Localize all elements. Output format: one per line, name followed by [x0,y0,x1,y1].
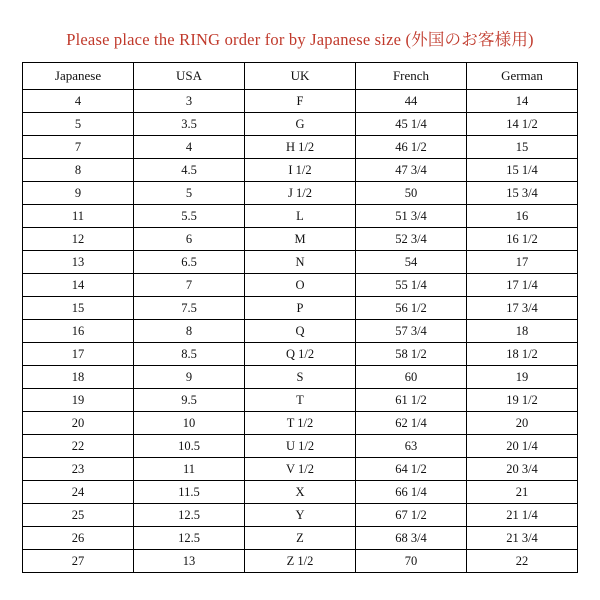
table-row [23,228,578,251]
cell-german: 18 [467,320,578,343]
cell-french: 56 1/2 [356,297,467,320]
table-row [23,159,578,182]
cell-german: 17 1/4 [467,274,578,297]
cell-uk: T [245,389,356,412]
table-row [23,136,578,159]
table-row [23,504,578,527]
cell-french: 46 1/2 [356,136,467,159]
cell-usa: 4.5 [134,159,245,182]
cell-german: 16 1/2 [467,228,578,251]
cell-japanese: 5 [23,113,134,136]
table-row [23,274,578,297]
ring-size-table [22,62,578,573]
cell-japanese: 12 [23,228,134,251]
cell-japanese: 26 [23,527,134,550]
cell-japanese: 16 [23,320,134,343]
cell-japanese: 13 [23,251,134,274]
cell-german: 15 [467,136,578,159]
column-header-french: French [356,63,467,90]
cell-uk: Z [245,527,356,550]
cell-german: 18 1/2 [467,343,578,366]
table-row [23,435,578,458]
cell-uk: O [245,274,356,297]
cell-uk: Z 1/2 [245,550,356,573]
table-row [23,527,578,550]
cell-usa: 7 [134,274,245,297]
cell-german: 20 [467,412,578,435]
table-row [23,458,578,481]
cell-french: 45 1/4 [356,113,467,136]
cell-usa: 4 [134,136,245,159]
cell-uk: J 1/2 [245,182,356,205]
cell-french: 57 3/4 [356,320,467,343]
cell-usa: 9 [134,366,245,389]
table-row [23,320,578,343]
cell-german: 19 [467,366,578,389]
table-row [23,481,578,504]
cell-german: 21 3/4 [467,527,578,550]
cell-japanese: 14 [23,274,134,297]
cell-japanese: 24 [23,481,134,504]
column-header-usa: USA [134,63,245,90]
cell-german: 17 [467,251,578,274]
cell-uk: U 1/2 [245,435,356,458]
table-header [23,63,578,90]
table-row [23,343,578,366]
cell-japanese: 25 [23,504,134,527]
cell-uk: T 1/2 [245,412,356,435]
column-header-japanese: Japanese [23,63,134,90]
cell-uk: S [245,366,356,389]
cell-usa: 5.5 [134,205,245,228]
cell-french: 55 1/4 [356,274,467,297]
cell-japanese: 7 [23,136,134,159]
cell-german: 15 1/4 [467,159,578,182]
table-row [23,550,578,573]
cell-japanese: 17 [23,343,134,366]
cell-uk: Q [245,320,356,343]
cell-japanese: 4 [23,90,134,113]
cell-french: 62 1/4 [356,412,467,435]
cell-japanese: 18 [23,366,134,389]
cell-usa: 8.5 [134,343,245,366]
cell-french: 51 3/4 [356,205,467,228]
cell-uk: F [245,90,356,113]
cell-french: 68 3/4 [356,527,467,550]
table-row [23,366,578,389]
cell-french: 64 1/2 [356,458,467,481]
page-title: Please place the RING order for by Japanese size (外国のお客様用) [66,30,534,49]
cell-japanese: 19 [23,389,134,412]
cell-french: 70 [356,550,467,573]
cell-usa: 6 [134,228,245,251]
cell-uk: M [245,228,356,251]
cell-uk: Y [245,504,356,527]
cell-french: 58 1/2 [356,343,467,366]
table-row [23,251,578,274]
cell-usa: 3 [134,90,245,113]
cell-uk: G [245,113,356,136]
cell-uk: H 1/2 [245,136,356,159]
cell-french: 54 [356,251,467,274]
cell-usa: 10.5 [134,435,245,458]
cell-usa: 13 [134,550,245,573]
cell-japanese: 23 [23,458,134,481]
cell-usa: 3.5 [134,113,245,136]
cell-uk: V 1/2 [245,458,356,481]
cell-german: 22 [467,550,578,573]
cell-uk: X [245,481,356,504]
cell-german: 14 [467,90,578,113]
cell-usa: 7.5 [134,297,245,320]
table-row [23,182,578,205]
cell-french: 66 1/4 [356,481,467,504]
cell-german: 14 1/2 [467,113,578,136]
cell-uk: L [245,205,356,228]
table-header-row [23,63,578,90]
column-header-german: German [467,63,578,90]
cell-japanese: 9 [23,182,134,205]
cell-french: 52 3/4 [356,228,467,251]
cell-french: 44 [356,90,467,113]
cell-uk: Q 1/2 [245,343,356,366]
table-row [23,205,578,228]
cell-usa: 11.5 [134,481,245,504]
table-body [23,90,578,573]
cell-french: 61 1/2 [356,389,467,412]
cell-usa: 8 [134,320,245,343]
cell-german: 20 1/4 [467,435,578,458]
cell-japanese: 27 [23,550,134,573]
cell-german: 21 1/4 [467,504,578,527]
cell-german: 17 3/4 [467,297,578,320]
cell-french: 60 [356,366,467,389]
table-row [23,412,578,435]
cell-german: 16 [467,205,578,228]
cell-japanese: 20 [23,412,134,435]
cell-german: 19 1/2 [467,389,578,412]
cell-usa: 10 [134,412,245,435]
cell-uk: I 1/2 [245,159,356,182]
table-row [23,297,578,320]
cell-japanese: 11 [23,205,134,228]
table-row [23,389,578,412]
cell-usa: 11 [134,458,245,481]
cell-japanese: 15 [23,297,134,320]
cell-german: 21 [467,481,578,504]
cell-french: 67 1/2 [356,504,467,527]
ring-size-table-container [22,62,578,573]
table-row [23,113,578,136]
cell-japanese: 22 [23,435,134,458]
cell-french: 50 [356,182,467,205]
cell-japanese: 8 [23,159,134,182]
cell-usa: 6.5 [134,251,245,274]
column-header-uk: UK [245,63,356,90]
cell-usa: 12.5 [134,527,245,550]
cell-german: 15 3/4 [467,182,578,205]
cell-french: 47 3/4 [356,159,467,182]
cell-usa: 12.5 [134,504,245,527]
cell-german: 20 3/4 [467,458,578,481]
cell-french: 63 [356,435,467,458]
cell-uk: N [245,251,356,274]
cell-uk: P [245,297,356,320]
cell-usa: 5 [134,182,245,205]
table-row [23,90,578,113]
cell-usa: 9.5 [134,389,245,412]
